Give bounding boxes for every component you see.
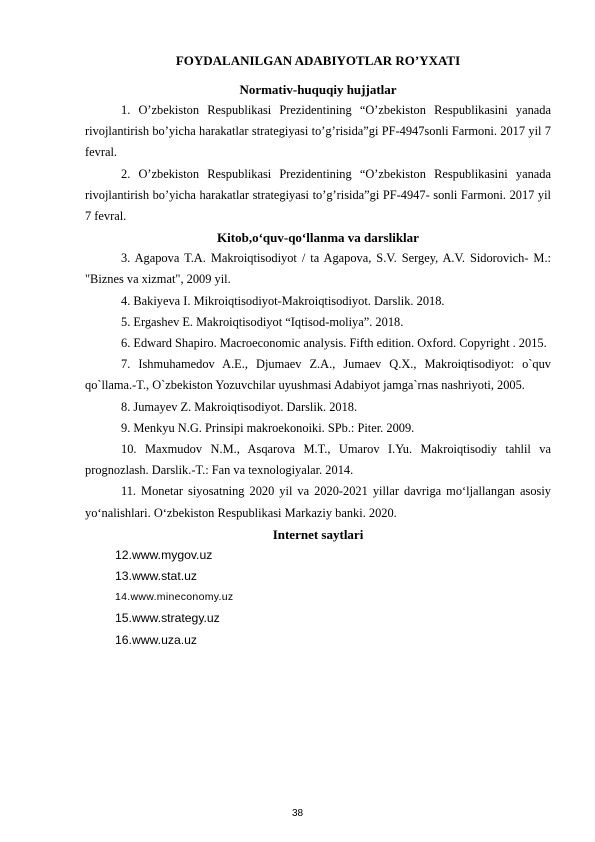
reference-item: 1. O’zbekiston Respublikasi Prezidentining “O’zbekiston Respublikasini yanada rivojlantirish bo’yicha harakatlar strategiyasi to’g’risida”gi PF-4947sonli Farmoni. 2017 yil 7 fevral. xyxy=(85,103,551,160)
website-link[interactable]: www.mineconomy.uz xyxy=(130,591,234,604)
section-heading-internet: Internet saytlari xyxy=(272,526,364,542)
reference-item: 3. Agapova T.A. Makroiqtisodiyot / ta Agapova, S.V. Sergey, A.V. Sidorovich- M.: "Biznes va xizmat", 2009 yil. xyxy=(85,251,551,287)
website-link[interactable]: www.uza.uz xyxy=(131,632,197,647)
reference-item: 4. Bakiyeva I. Mikroiqtisodiyot-Makroiqtisodiyot. Darslik. 2018. xyxy=(121,293,445,308)
website-number: 13. xyxy=(115,569,132,584)
website-item xyxy=(85,545,551,566)
document-page xyxy=(85,52,551,651)
website-item xyxy=(85,630,551,651)
website-item xyxy=(85,587,551,608)
website-item xyxy=(85,566,551,587)
website-link[interactable]: www.stat.uz xyxy=(131,569,197,584)
page-title: FOYDALANILGAN ADABIYOTLAR RO’YXATI xyxy=(175,53,461,68)
website-item xyxy=(85,608,551,629)
page-number: 38 xyxy=(291,808,304,819)
website-number: 14. xyxy=(115,591,131,604)
reference-item: 6. Edward Shapiro. Macroeconomic analysis. Fifth edition. Oxford. Copyright . 2015. xyxy=(121,336,547,351)
reference-item: 10. Maxmudov N.M., Asqarova M.T., Umarov I.Yu. Makroiqtisodiy tahlil va prognozlash. Darslik.-T.: Fan va texnologiyalar. 2014. xyxy=(85,442,551,478)
website-link[interactable]: www.strategy.uz xyxy=(131,611,220,626)
website-number: 16. xyxy=(115,632,132,647)
website-number: 15. xyxy=(115,611,132,626)
reference-item: 7. Ishmuhamedov A.E., Djumaev Z.A., Jumaev Q.X., Makroiqtisodiyot: o`quv qo`llama.-T., O`zbekiston Yozuvchilar uyushmasi Adabiyot jamga`rnas nashriyoti, 2005. xyxy=(85,357,551,393)
reference-item: 5. Ergashev E. Makroiqtisodiyot “Iqtisod-moliya”. 2018. xyxy=(121,314,404,329)
website-link[interactable]: www.mygov.uz xyxy=(131,547,213,562)
reference-item: 2. O’zbekiston Respublikasi Prezidentining “O’zbekiston Respublikasini yanada rivojlantirish bo’yicha harakatlar strategiyasi to’g’risida”gi PF-4947- sonli Farmoni. 2017 yil 7 fevral. xyxy=(85,166,551,224)
section-heading-books: Kitob,o‘quv-qo‘llanma va darsliklar xyxy=(217,230,419,246)
reference-item: 8. Jumayev Z. Makroiqtisodiyot. Darslik. 2018. xyxy=(121,399,358,414)
website-list xyxy=(85,545,551,651)
reference-item: 11. Monetar siyosatning 2020 yil va 2020-2021 yillar davriga mo‘ljallangan asosiy yo‘nalishlari. O‘zbekiston Respublikasi Markaziy banki. 2020. xyxy=(85,484,551,520)
website-number: 12. xyxy=(115,547,132,562)
section-heading-normative: Normativ-huquqiy hujjatlar xyxy=(239,82,397,97)
reference-item: 9. Menkyu N.G. Prinsipi makroekonoiki. SPb.: Piter. 2009. xyxy=(121,420,415,435)
